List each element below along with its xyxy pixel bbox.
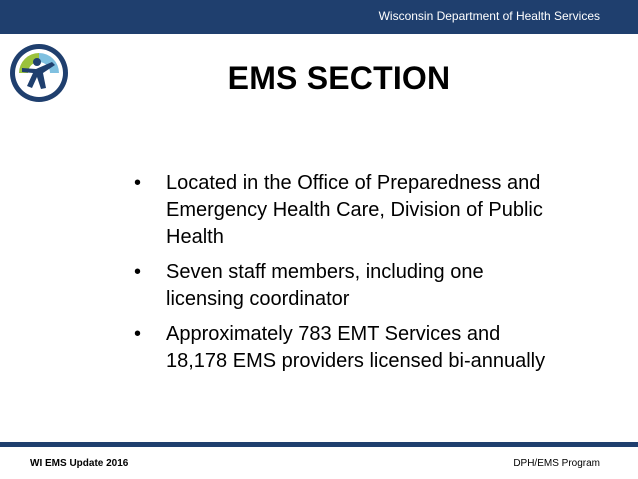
bullet-dot-icon: •: [134, 172, 142, 194]
slide-title: EMS SECTION: [227, 60, 451, 96]
agency-name: Wisconsin Department of Health Services: [378, 9, 600, 23]
bullet-item: [132, 170, 562, 251]
bullet-text: Located in the Office of Preparedness and Emergency Health Care, Division of Public Health: [166, 172, 543, 248]
bullet-item: [132, 321, 562, 375]
header-bar: [0, 0, 638, 34]
bullet-item: [132, 259, 562, 313]
footer-right-text: DPH/EMS Program: [513, 458, 600, 469]
footer-left-text: WI EMS Update 2016: [30, 458, 129, 469]
bullet-text: Seven staff members, including one licensing coordinator: [166, 261, 484, 310]
bullet-list: [132, 170, 562, 383]
bullet-dot-icon: •: [134, 261, 142, 283]
footer-divider: [0, 442, 638, 447]
bullet-text: Approximately 783 EMT Services and 18,178 EMS providers licensed bi-annually: [166, 323, 546, 372]
bullet-dot-icon: •: [134, 323, 142, 345]
